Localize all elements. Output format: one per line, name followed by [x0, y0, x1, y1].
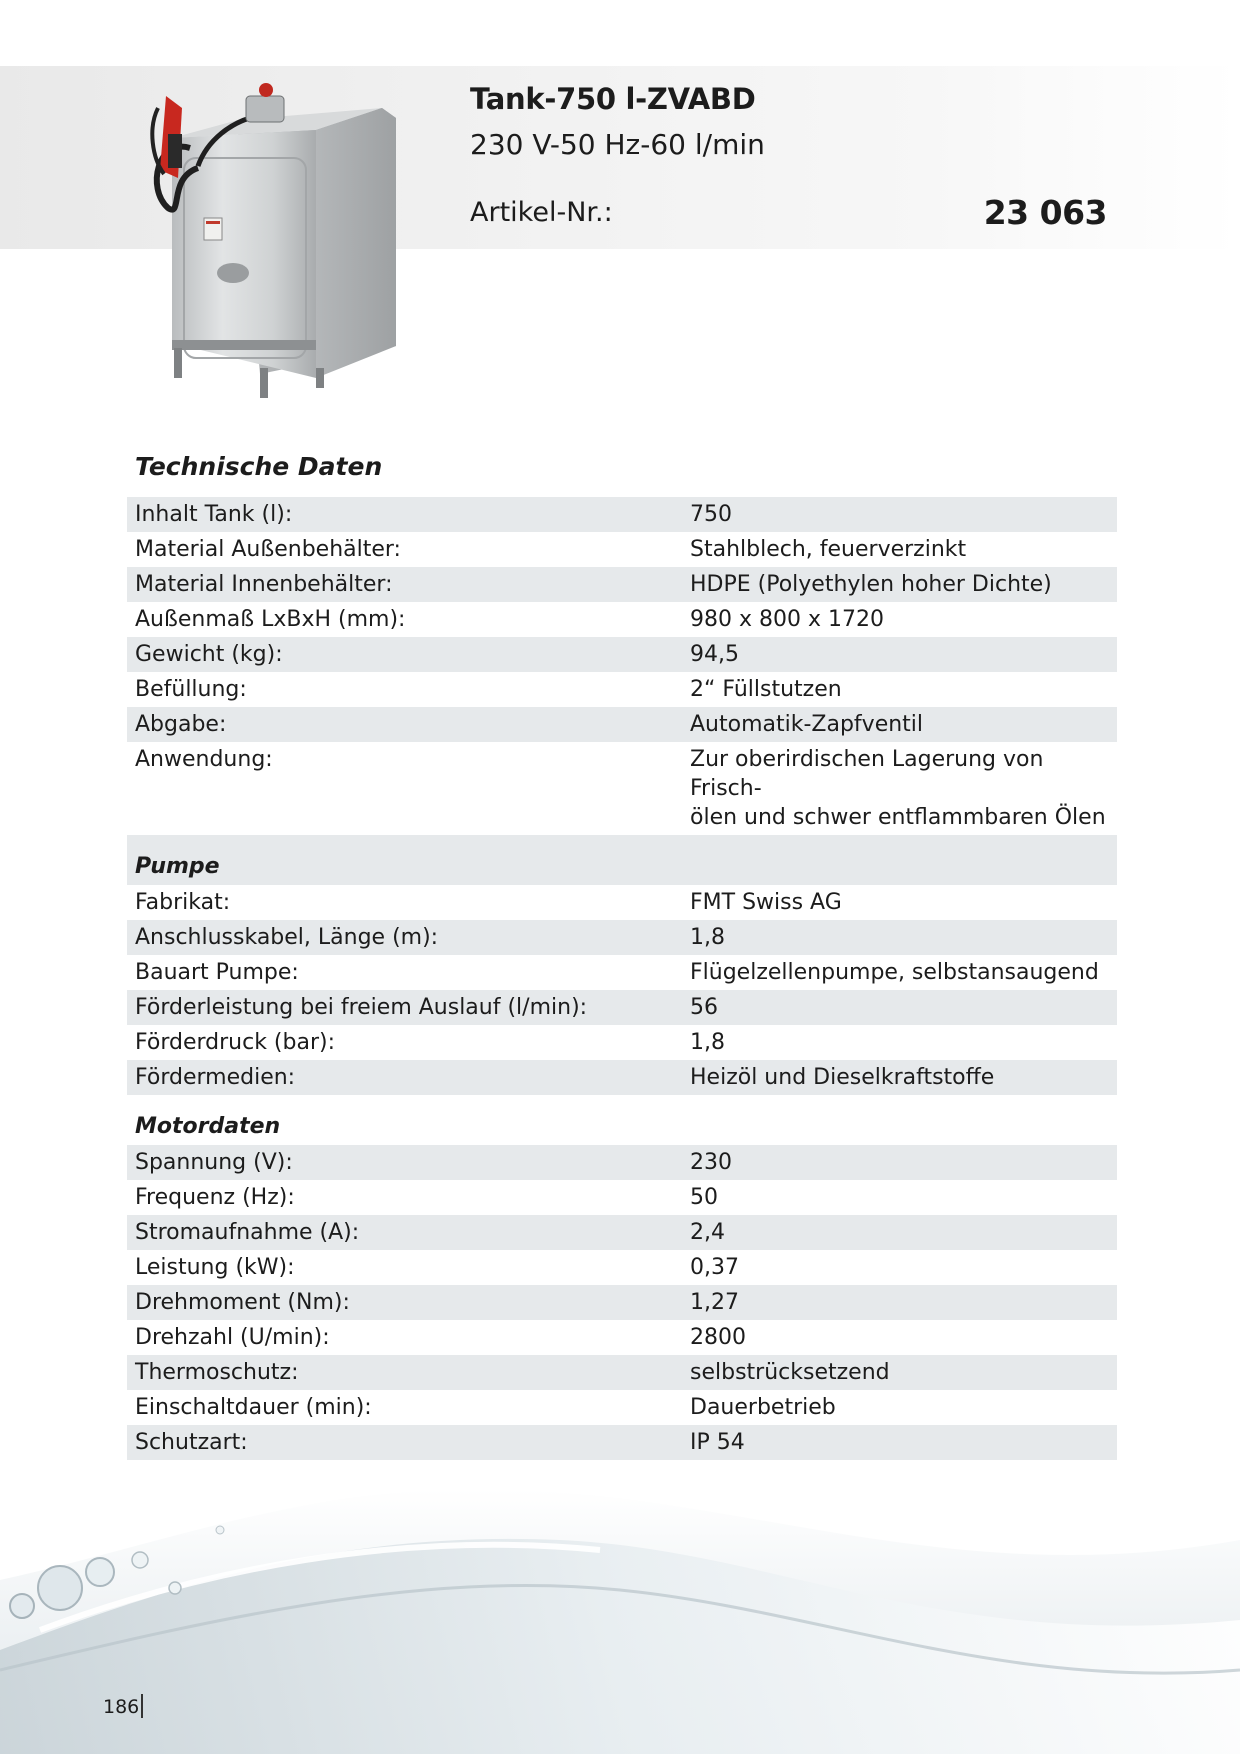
spec-table: [127, 497, 1117, 1460]
table-row: [127, 1180, 1117, 1215]
spec-label: Förderdruck (bar):: [135, 1030, 335, 1055]
page-number-divider: [141, 1694, 143, 1718]
subsection-title: Pumpe: [135, 854, 220, 879]
spec-label: Fördermedien:: [135, 1065, 296, 1090]
table-row: [127, 532, 1117, 567]
table-row: [127, 1215, 1117, 1250]
spec-label: Befüllung:: [135, 677, 247, 702]
spec-value-line: ölen und schwer entflammbaren Ölen: [690, 805, 1106, 830]
spec-value: 750: [690, 502, 732, 527]
spec-value: 1,8: [690, 1030, 725, 1055]
table-row: [127, 602, 1117, 637]
spec-value: Stahlblech, feuerverzinkt: [690, 537, 967, 562]
table-row: [127, 885, 1117, 920]
spec-value: 2“ Füllstutzen: [690, 677, 842, 702]
fuel-tank-with-pump-image: [138, 78, 398, 400]
spec-label: Abgabe:: [135, 712, 227, 737]
table-row: [127, 1250, 1117, 1285]
table-row: [127, 707, 1117, 742]
article-number: 23 063: [983, 193, 1107, 232]
table-row: [127, 1285, 1117, 1320]
spec-value: 1,27: [690, 1290, 739, 1315]
spec-value: IP 54: [690, 1430, 745, 1455]
page-number: 186: [103, 1696, 140, 1718]
spec-label: Bauart Pumpe:: [135, 960, 299, 985]
table-row: [127, 637, 1117, 672]
table-row: [127, 920, 1117, 955]
spec-label: Fabrikat:: [135, 890, 231, 915]
table-row: [127, 742, 1117, 835]
subsection-header-motordaten: [127, 1095, 1117, 1145]
spec-value: Dauerbetrieb: [690, 1395, 836, 1420]
spec-value: 50: [690, 1185, 718, 1210]
spec-label: Material Außenbehälter:: [135, 537, 401, 562]
spec-label: Frequenz (Hz):: [135, 1185, 295, 1210]
product-title: Tank-750 l-ZVABD: [470, 82, 756, 116]
table-row: [127, 990, 1117, 1025]
spec-value: 56: [690, 995, 718, 1020]
spec-value: 0,37: [690, 1255, 739, 1280]
subsection-title: Motordaten: [135, 1114, 281, 1139]
table-row: [127, 1025, 1117, 1060]
spec-label: Drehzahl (U/min):: [135, 1325, 330, 1350]
table-row: [127, 955, 1117, 990]
spec-value: Heizöl und Dieselkraftstoffe: [690, 1065, 995, 1090]
spec-value: Flügelzellenpumpe, selbstansaugend: [690, 960, 1099, 985]
spec-label: Gewicht (kg):: [135, 642, 283, 667]
table-row: [127, 672, 1117, 707]
table-row: [127, 1320, 1117, 1355]
spec-value: 94,5: [690, 642, 739, 667]
table-row: [127, 1060, 1117, 1095]
spec-label: Förderleistung bei freiem Auslauf (l/min):: [135, 995, 588, 1020]
spec-label: Stromaufnahme (A):: [135, 1220, 360, 1245]
spec-label: Anschlusskabel, Länge (m):: [135, 925, 439, 950]
spec-label: Schutzart:: [135, 1430, 248, 1455]
spec-value: HDPE (Polyethylen hoher Dichte): [690, 572, 1052, 597]
spec-label: Anwendung:: [135, 747, 273, 772]
spec-value: FMT Swiss AG: [690, 890, 842, 915]
spec-label: Inhalt Tank (l):: [135, 502, 293, 527]
product-subtitle: 230 V-50 Hz-60 l/min: [470, 128, 765, 161]
water-splash-decoration: [0, 1420, 1240, 1754]
spec-label: Material Innenbehälter:: [135, 572, 393, 597]
spec-value: 1,8: [690, 925, 725, 950]
table-row: [127, 1145, 1117, 1180]
spec-value: [690, 745, 1117, 832]
spec-value: 980 x 800 x 1720: [690, 607, 884, 632]
spec-label: Drehmoment (Nm):: [135, 1290, 350, 1315]
article-number-label: Artikel-Nr.:: [470, 197, 613, 228]
spec-value: 2,4: [690, 1220, 725, 1245]
spec-label: Spannung (V):: [135, 1150, 293, 1175]
spec-label: Thermoschutz:: [135, 1360, 299, 1385]
subsection-header-pumpe: [127, 835, 1117, 885]
spec-label: Einschaltdauer (min):: [135, 1395, 372, 1420]
table-row: [127, 497, 1117, 532]
spec-value: selbstrücksetzend: [690, 1360, 890, 1385]
section-title-technical-data: Technische Daten: [135, 452, 383, 481]
spec-value: 230: [690, 1150, 732, 1175]
spec-label: Außenmaß LxBxH (mm):: [135, 607, 406, 632]
spec-value: 2800: [690, 1325, 746, 1350]
table-row: [127, 1355, 1117, 1390]
spec-label: Leistung (kW):: [135, 1255, 295, 1280]
spec-value: Automatik-Zapfventil: [690, 712, 924, 737]
table-row: [127, 567, 1117, 602]
spec-value-line: Zur oberirdischen Lagerung von Frisch-: [690, 747, 1044, 801]
